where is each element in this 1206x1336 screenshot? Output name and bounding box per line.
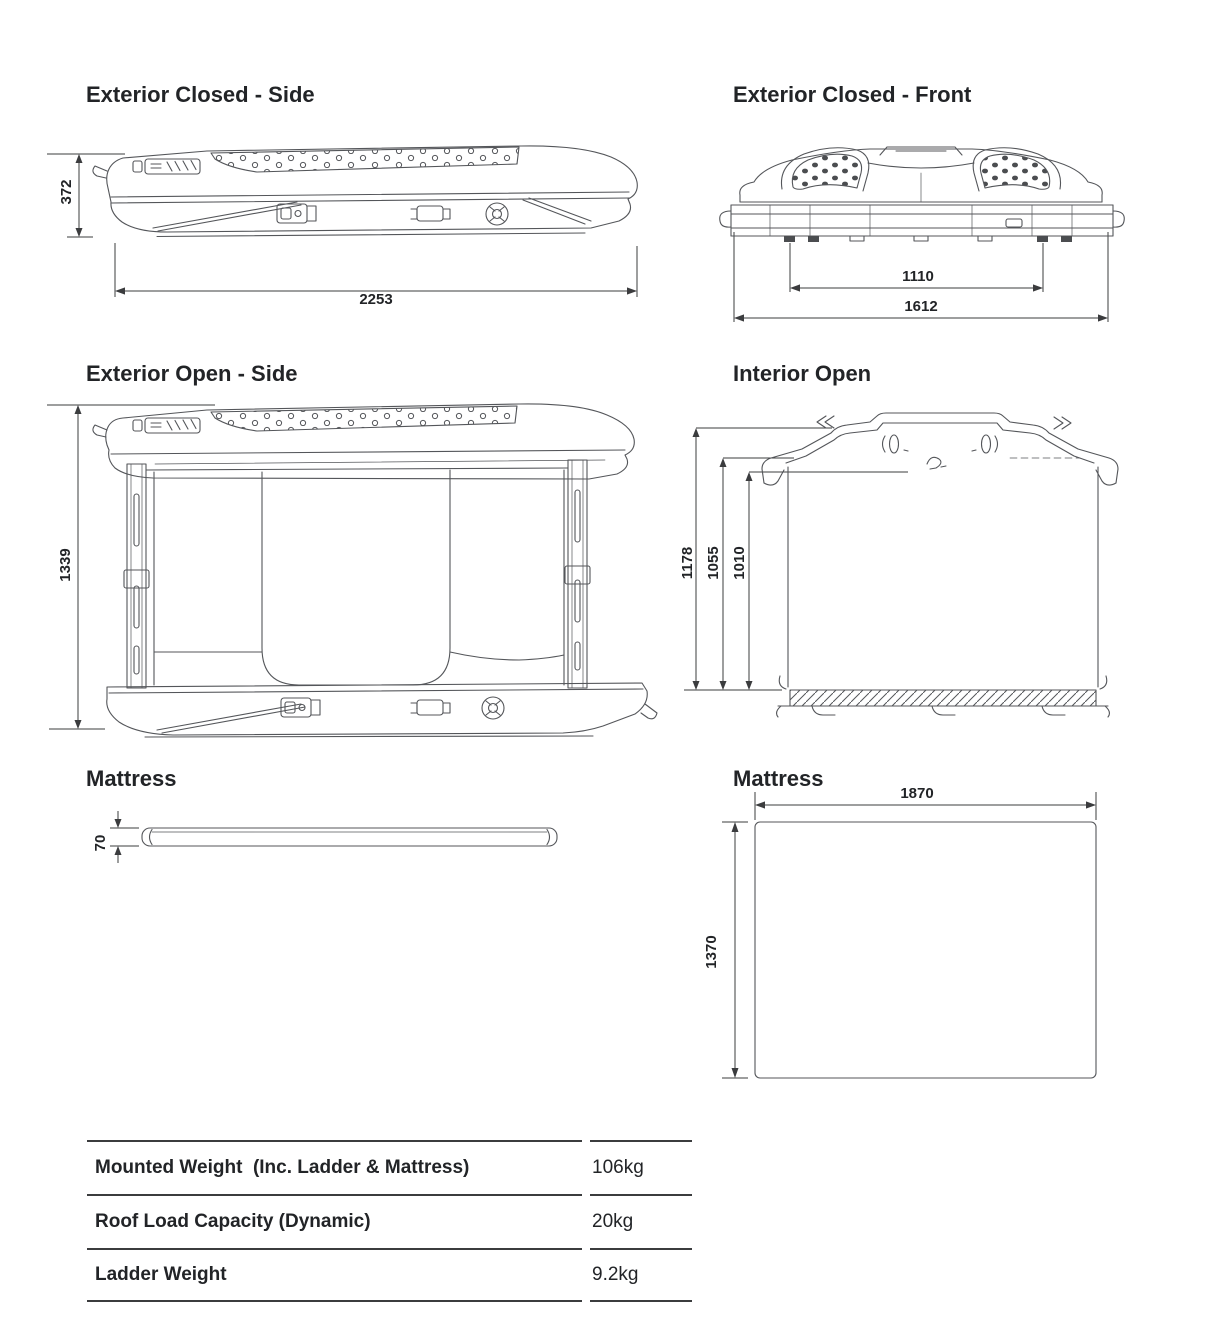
spec-value: 106kg (590, 1140, 692, 1194)
drawing-interior-open (680, 405, 1140, 727)
spec-row-mounted-weight (87, 1140, 692, 1194)
spec-column-gap (582, 1248, 590, 1302)
drawing-exterior-closed-front (710, 135, 1170, 325)
spec-label: Roof Load Capacity (Dynamic) (87, 1194, 582, 1248)
drawing-mattress-side (55, 805, 575, 885)
figure-title-exterior-closed-front: Exterior Closed - Front (733, 82, 972, 107)
spec-label: Ladder Weight (87, 1248, 582, 1302)
drawing-exterior-open-side (45, 398, 660, 740)
spec-row-roof-load-capacity (87, 1194, 692, 1248)
figure-title-exterior-open-side: Exterior Open - Side (86, 361, 298, 386)
dim-label-mattress-width: 1370 (703, 935, 720, 969)
spec-row-ladder-weight (87, 1248, 692, 1302)
dim-label-mattress-length: 1870 (900, 785, 934, 802)
spec-label: Mounted Weight (Inc. Ladder & Mattress) (87, 1140, 582, 1194)
dim-label-interior-height: 1010 (731, 546, 748, 580)
drawing-mattress-top (700, 780, 1110, 1090)
spec-value: 20kg (590, 1194, 692, 1248)
figure-title-interior-open: Interior Open (733, 361, 872, 386)
dim-label-interior-mid-height: 1055 (705, 546, 722, 580)
dim-label-mattress-thickness: 70 (92, 834, 109, 852)
figure-title-mattress-top: Mattress (733, 766, 824, 791)
figure-title-exterior-closed-side: Exterior Closed - Side (86, 82, 315, 107)
spec-table (87, 1140, 692, 1302)
dim-label-front-overall-width: 1612 (904, 298, 938, 315)
spec-column-gap (582, 1194, 590, 1248)
figure-title-mattress-side: Mattress (86, 766, 177, 791)
dim-label-closed-length: 2253 (359, 291, 393, 308)
dim-label-interior-overall-height: 1178 (679, 546, 696, 580)
spec-column-gap (582, 1140, 590, 1194)
spec-value: 9.2kg (590, 1248, 692, 1302)
drawing-exterior-closed-side (45, 140, 660, 315)
dim-label-front-inner-width: 1110 (902, 268, 934, 285)
dim-label-closed-height: 372 (58, 179, 75, 205)
dim-label-open-height: 1339 (57, 548, 74, 582)
